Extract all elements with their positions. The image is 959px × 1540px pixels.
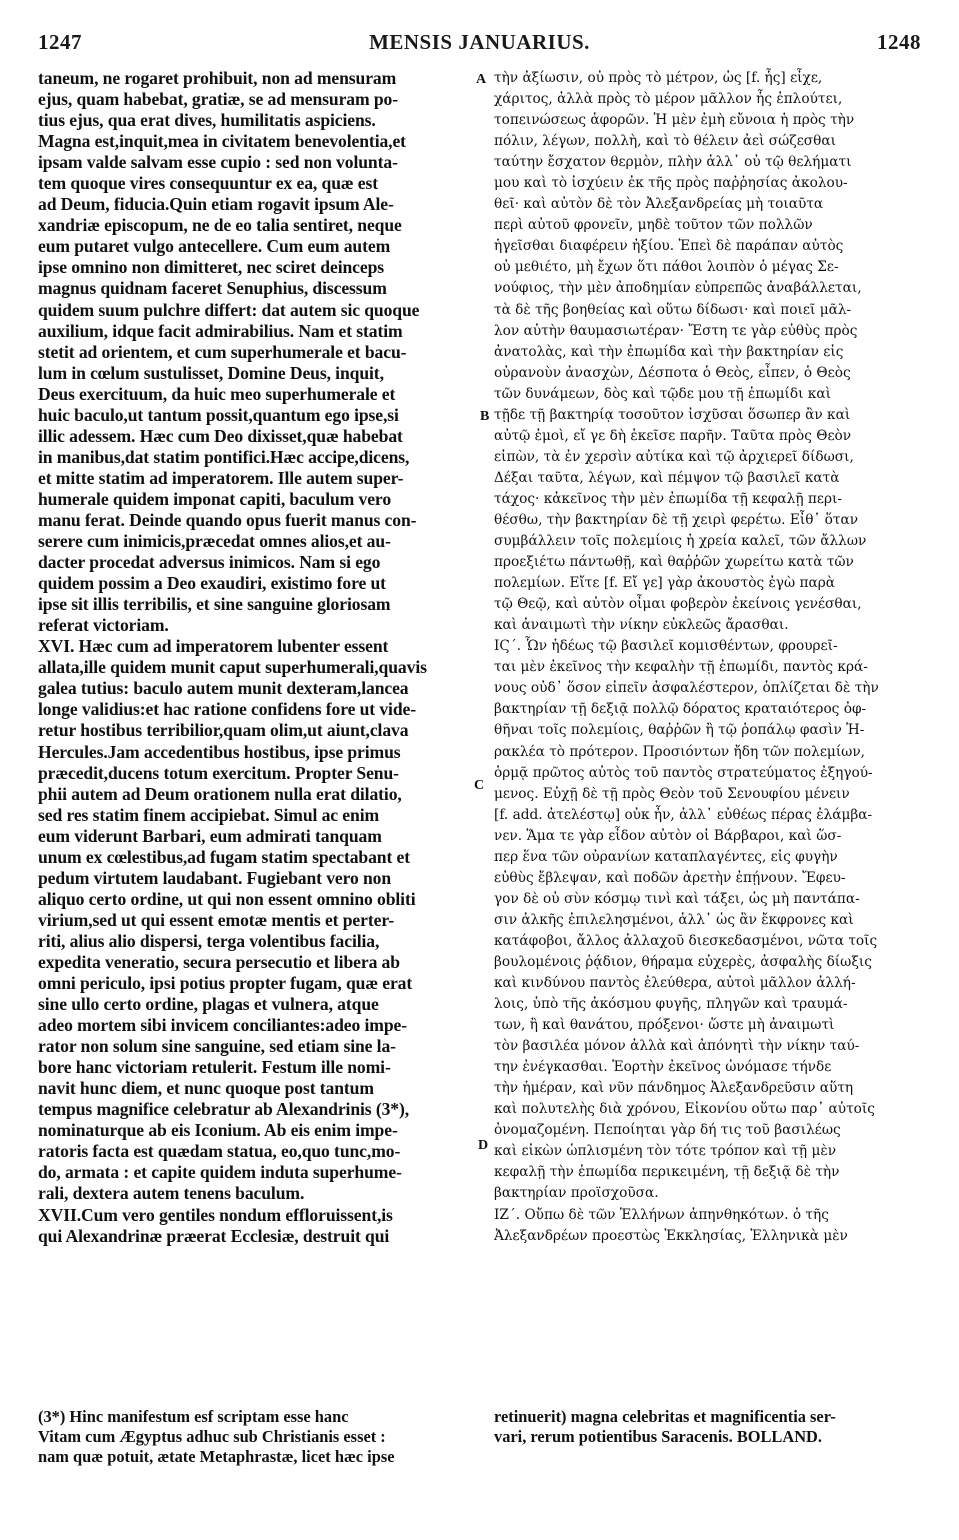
greek-text-line: συμβάλλειν τοῖς πολεμίοις ἡ χρεία καλεῖ, τῶν ἄλλων	[494, 533, 867, 550]
latin-text-line: dacter procedat adversus inimicos. Nam si ego	[38, 552, 381, 573]
latin-text-line: XVII.Cum vero gentiles nondum effloruissent,is	[38, 1204, 393, 1225]
latin-text-line: Hercules.Jam accedentibus hostibus, ipse primus	[38, 741, 401, 762]
latin-text-line: qui Alexandrinæ præerat Ecclesiæ, destruit qui	[38, 1225, 390, 1246]
latin-text-line: ipse sit illis terribilis, et sine sanguine gloriosam	[38, 594, 391, 615]
greek-text-line: νούφιος, τὴν μὲν ἀποδημίαν εὐπρεπῶς ἀναβάλλεται,	[494, 280, 862, 297]
latin-text-line: tius ejus, qua erat dives, humilitatis aspiciens.	[38, 110, 376, 131]
latin-text-line: ipse omnino non dimitteret, nec sciret deinceps	[38, 257, 385, 278]
latin-text-line: Deus exercituum, da huic meo superhumerale et	[38, 383, 396, 404]
latin-text-line: navit hunc diem, et nunc quoque post tantum	[38, 1078, 374, 1099]
greek-text-line: λοις, ὑπὸ τῆς ἀκόσμου φυγῆς, πληγῶν καὶ τραυμά-	[494, 996, 848, 1013]
greek-text-line: τὸν βασιλέα μόνον ἀλλὰ καὶ ἀπόνητὶ τὴν νίκην ταύ-	[494, 1038, 860, 1055]
greek-text-line: προεξιέτω πάντωθῇ, καὶ θαῤῥῶν χωρείτω κατὰ τῶν	[494, 554, 854, 571]
footnote-line: vari, rerum potientibus Saracenis. BOLLAND.	[494, 1427, 822, 1446]
greek-text-line: βακτηρίαν προϊσχοῦσα.	[494, 1185, 659, 1202]
latin-text-line: et mitte statim ad imperatorem. Ille autem super-	[38, 467, 404, 488]
latin-text-line: sine ullo certo ordine, plagas et vulnera, atque	[38, 994, 379, 1015]
footnote-left	[38, 1407, 478, 1467]
latin-text-line: adeo mortem sibi invicem conciliantes:adeo impe-	[38, 1015, 408, 1036]
latin-text-line: serere cum inimicis,præcedat omnes alios,et au-	[38, 531, 391, 552]
greek-text-line: ται μὲν ἐκεῖνος τὴν κεφαλὴν τῇ ἐπωμίδι, παντὸς κρά-	[494, 659, 868, 676]
latin-text-line: lum in cœlum sustulisset, Domine Deus, inquit,	[38, 362, 384, 383]
greek-text-line: τοπεινώσεως ἀφορῶν. Ἡ μὲν ἐμὴ εὔνοια ἡ πρὸς τὴν	[494, 112, 855, 129]
greek-text-line: τάχος· κἀκεῖνος τὴν μὲν ἐπωμίδα τῇ κεφαλῇ περι-	[494, 490, 843, 507]
latin-text-line: auxilium, idque facit admirabilius. Nam et statim	[38, 320, 403, 341]
greek-text-line: καὶ κινδύνου παντὸς ἐλεύθερα, αὐτοὶ μᾶλλον ἀλλή-	[494, 975, 856, 992]
greek-text-line: Δέξαι ταῦτα, λέγων, καὶ πέμψον τῷ βασιλεῖ κατὰ	[494, 469, 840, 486]
latin-text-line: expedita veneratio, secura persecutio et libera ab	[38, 951, 400, 972]
footnote-right	[494, 1407, 926, 1447]
greek-text-line: τὴν ἡμέραν, καὶ νῦν πάνδημος Ἀλεξανδρεῦσιν αὕτη	[494, 1080, 854, 1097]
greek-text-line: καὶ πολυτελὴς διὰ χρόνου, Εἰκονίου οὕτω παρ᾽ αὐτοῖς	[494, 1101, 875, 1118]
latin-text-line: magnus quidnam faceret Senuphius, discessum	[38, 278, 387, 299]
latin-text-line: riti, alius alio dispersi, terga volentibus facilia,	[38, 930, 380, 951]
latin-text-line: eum viderunt Barbari, eum admirati tanquam	[38, 825, 382, 846]
footnote-line: nam quæ potuit, ætate Metaphrastæ, licet hæc ipse	[38, 1447, 395, 1466]
margin-letter-d: D	[478, 1138, 489, 1153]
greek-text-line: την ἐνέγκασθαι. Ἑορτὴν ἐκεῖνος ὠνόμασε τήνδε	[494, 1059, 832, 1076]
latin-text-line: ipsam valde salvam esse cupio : sed non volunta-	[38, 152, 398, 173]
greek-text-line: ἡγεῖσθαι διαφέρειν ἠξίου. Ἐπεὶ δὲ παράπαν αὐτὸς	[494, 238, 844, 255]
greek-text-line: κατάφοβοι, ἄλλος ἀλλαχοῦ διεσκεδασμένοι, νῶτα τοῖς	[494, 932, 878, 949]
latin-text-line: in manibus,dat statim pontifici.Hæc accipe,dicens,	[38, 446, 410, 467]
greek-text-line: θέσθω, τὴν βακτηρίαν δὲ τῇ χειρὶ φερέτω. Εἶθ᾽ ὅταν	[494, 511, 859, 528]
latin-text-line: eum putaret vulgo antecellere. Cum eum autem	[38, 236, 391, 257]
greek-text-line: θῆναι τοῖς πολεμίοις, θαῤῥῶν ἢ τῷ ῥοπάλῳ φασὶν Ἡ-	[494, 722, 865, 739]
greek-text-line: τῷ Θεῷ, καὶ αὐτὸν οἶμαι φοβερὸν ἐκείνοις γενέσθαι,	[494, 596, 862, 613]
greek-text-line: μου καὶ τὸ ἰσχύειν ἐκ τῆς πρὸς παῤῥησίας ἀκολου-	[494, 175, 848, 192]
latin-text-line: illic adessem. Hæc cum Deo dixisset,quæ habebat	[38, 425, 403, 446]
latin-text-line: ejus, quam habebat, gratiæ, se ad mensuram po-	[38, 89, 398, 110]
greek-text-line: κεφαλῇ τὴν ἐπωμίδα περικειμένη, τῇ δεξιᾷ δὲ τὴν	[494, 1164, 840, 1181]
latin-text-line: humerale quidem imponat capiti, baculum vero	[38, 488, 392, 509]
latin-text-line: præcedit,ducens totum exercitum. Propter Senu-	[38, 762, 399, 783]
greek-text-line: τὴν ἀξίωσιν, οὐ πρὸς τὸ μέτρον, ὡς [f. ἧς] εἶχε,	[494, 70, 823, 86]
latin-text-line: quidem suum pulchre differt: dat autem sic quoque	[38, 299, 420, 320]
greek-text-line: μενος. Εὐχῇ δὲ τῇ πρὸς Θεὸν τοῦ Σενουφίου μένειν	[494, 785, 850, 802]
right-page-number: 1248	[877, 30, 921, 54]
latin-text-line: stetit ad orientem, et cum superhumerale et bacu-	[38, 341, 407, 362]
latin-text-line: tempus magnifice celebratur ab Alexandrinis (3*),	[38, 1099, 410, 1120]
greek-column	[494, 68, 926, 1247]
greek-text-line: ὀνομαζομένη. Πεποίηται γὰρ δή τις τοῦ βασιλέως	[494, 1122, 841, 1139]
latin-text-line: retur hostibus terribilior,quam olim,ut aiunt,clava	[38, 720, 409, 741]
greek-text-line: καὶ εἰκὼν ὡπλισμένη τὸν τότε τρόπον καὶ τῇ μὲν	[494, 1143, 837, 1160]
greek-text-line: τὰ δὲ τῆς βοηθείας καὶ οὕτω δίδωσι· καὶ ποιεῖ μᾶλ-	[494, 301, 852, 318]
latin-text-line: bore hanc victoriam retulerit. Festum ille nomi-	[38, 1057, 391, 1078]
latin-text-line: galea tutius: baculo autem munit dexteram,lancea	[38, 678, 409, 699]
greek-text-line: εἰπὼν, τὰ ἐν χερσὶν αὐτίκα καὶ τῷ ἀρχιερεῖ δίδωσι,	[494, 448, 854, 465]
latin-text-line: ratoris facta est quædam statua, eo,quo tunc,mo-	[38, 1141, 401, 1162]
latin-text-line: huic baculo,ut tantum possit,quantum ego ipse,si	[38, 404, 399, 425]
margin-letter-a: A	[476, 72, 487, 87]
greek-text-line: θεῖ· καὶ αὐτὸν δὲ τὸν Ἀλεξανδρείας μὴ τοιαῦτα	[494, 196, 824, 213]
footnote-line: Vitam cum Ægyptus adhuc sub Christianis esset :	[38, 1427, 386, 1446]
greek-text-line: περ ἕνα τῶν οὐρανίων καταπλαγέντες, εἰς φυγὴν	[494, 848, 838, 865]
greek-text-line: γον δὲ οὐ σὺν κόσμῳ τινὶ καὶ τάξει, ὡς μὴ παντάπα-	[494, 890, 860, 907]
running-title: MENSIS JANUARIUS.	[369, 30, 590, 54]
greek-text-line: των, ἢ καὶ θανάτου, πρόξενοι· ὥστε μὴ ἀναιμωτὶ	[494, 1017, 835, 1034]
greek-text-line: οὐρανοὺν ἀνασχὼν, Δέσποτα ὁ Θεὸς, εἶπεν, ὁ Θεὸς	[494, 364, 851, 381]
latin-text-line: do, armata : et capite quidem induta superhume-	[38, 1162, 402, 1183]
greek-text-line: καὶ ἀναιμωτὶ τὴν νίκην εὐκλεῶς ἄρασθαι.	[494, 617, 789, 634]
latin-text-line: pedum virtutem laudabant. Fugiebant vero non	[38, 867, 392, 888]
latin-text-line: Magna est,inquit,mea in civitatem benevolentia,et	[38, 131, 406, 152]
greek-text-line: ΙϚ΄. Ὧν ἡδέως τῷ βασιλεῖ κομισθέντων, φρουρεῖ-	[494, 638, 838, 655]
greek-text-line: [f. add. ἀτελέστῳ] οὐκ ἦν, ἀλλ᾽ εὐθέως πέρας ἐλάμβα-	[494, 806, 873, 823]
latin-text-line: XVI. Hæc cum ad imperatorem lubenter essent	[38, 636, 389, 657]
greek-text-line: ταύτην ἔσχατον θερμὸν, πλὴν ἀλλ᾽ οὐ τῷ θελήματι	[494, 154, 852, 171]
greek-text-line: τῇδε τῇ βακτηρίᾳ τοσοῦτον ἰσχῦσαι ὅσωπερ ἂν καὶ	[494, 406, 851, 423]
latin-text-line: nominaturque ab eis Iconium. Ab eis enim impe-	[38, 1120, 398, 1141]
latin-text-line: sed res statim finem accipiebat. Simul ac enim	[38, 804, 380, 825]
footnote-line: retinuerit) magna celebritas et magnificentia ser-	[494, 1407, 836, 1426]
latin-text-line: virium,sed ut qui essent emotæ mentis et perter-	[38, 909, 395, 930]
greek-text-line: περὶ αὐτοῦ φρονεῖν, μηδὲ τοῦτον τῶν πολλῶν	[494, 217, 813, 234]
greek-text-line: οὐ μεθιέτο, μὴ ἔχων ὅτι πάθοι λοιπὸν ὁ μέγας Σε-	[494, 259, 839, 276]
greek-text-line: νεν. Ἅμα τε γὰρ εἶδον αὐτὸν οἱ Βάρβαροι, καὶ ὥσ-	[494, 827, 842, 844]
greek-text-line: αὐτῷ ἐμοὶ, εἴ γε δὴ ἐκεῖσε παρῆν. Ταῦτα πρὸς Θεὸν	[494, 427, 852, 444]
greek-text-line: πολεμίων. Εἴτε [f. Εἴ γε] γὰρ ἀκουστὸς ἐγὼ παρὰ	[494, 575, 836, 592]
latin-text-line: referat victoriam.	[38, 615, 169, 636]
greek-text-line: χάριτος, ἀλλὰ πρὸς τὸ μέρον μᾶλλον ἧς ἐπλούτει,	[494, 91, 843, 108]
greek-text-line: λον αὐτὴν θαυμασιωτέραν· Ἔστη τε γὰρ εὐθὺς πρὸς	[494, 322, 858, 339]
latin-text-line: quidem possim a Deo exaudiri, existimo fore ut	[38, 573, 386, 594]
greek-text-line: βακτηρίαν τῇ δεξιᾷ πολλῷ δόρατος κραταιότερος ὀφ-	[494, 701, 867, 718]
greek-text-line: σιν ἀλκῆς ἐπιλελησμένοι, ἀλλ᾽ ὡς ἂν ἔκφρονες καὶ	[494, 911, 854, 928]
latin-text-line: aliquo certo ordine, ut qui non essent omnino obliti	[38, 888, 416, 909]
latin-text-line: unum ex cœlestibus,ad fugam statim spectabant et	[38, 846, 411, 867]
latin-text-line: tem quoque vires consequuntur ex ea, quæ est	[38, 173, 379, 194]
left-page-number: 1247	[38, 30, 82, 54]
greek-text-line: Ἀλεξανδρέων προεστὼς Ἐκκλησίας, Ἑλληνικὰ μὲν	[494, 1227, 848, 1244]
latin-text-line: rali, dextera autem tenens baculum.	[38, 1183, 305, 1204]
latin-text-line: rator non solum sine sanguine, sed etiam sine la-	[38, 1036, 396, 1057]
greek-text-line: τῶν δυνάμεων, δὸς καὶ τῷδε μου τῇ ἐπωμίδι καὶ	[494, 385, 831, 402]
greek-text-line: εὐθὺς ἔβλεψαν, καὶ ποδῶν ἀρετὴν ἐπῄνουν. Ἔφευ-	[494, 869, 846, 886]
latin-text-line: phii autem ad Deum orationem nulla erat dilatio,	[38, 783, 402, 804]
greek-text-line: ΙΖ΄. Οὔπω δὲ τῶν Ἑλλήνων ἀπηνθηκότων. ὁ τῆς	[494, 1206, 829, 1223]
margin-letter-c: C	[474, 778, 485, 793]
greek-text-line: ὁρμᾷ πρῶτος αὐτὸς τοῦ παντὸς στρατεύματος ἐξηγού-	[494, 764, 873, 781]
latin-text-line: xandriæ episcopum, ne de eo talia sentiret, neque	[38, 215, 402, 236]
footnote-line: (3*) Hinc manifestum esf scriptam esse hanc	[38, 1407, 349, 1426]
latin-column	[38, 68, 474, 1247]
greek-text-line: βουλομένοις ῥᾴδιον, θήραμα εὐχερὲς, ἀσφαλὴς δίωξις	[494, 953, 872, 970]
greek-text-line: νους οὐδ᾽ ὅσον εἰπεῖν ἀσφαλέστερον, ὁπλίζεται δὲ τὴν	[494, 680, 879, 697]
greek-text-line: ρακλέα τὸ πρότερον. Προσιόντων ἤδη τῶν πολεμίων,	[494, 743, 866, 760]
latin-text-line: omni periculo, ipsi potius propter fugam, quæ erat	[38, 973, 413, 994]
margin-letter-b: B	[480, 409, 490, 424]
greek-text-line: πόλιν, λέγων, πολλὴ, καὶ τὸ θέλειν ἀεὶ σώζεσθαι	[494, 133, 836, 150]
latin-text-line: taneum, ne rogaret prohibuit, non ad mensuram	[38, 68, 397, 88]
latin-text-line: ad Deum, fiducia.Quin etiam rogavit ipsum Ale-	[38, 194, 394, 215]
latin-text-line: allata,ille quidem munit caput superhumerali,quavis	[38, 657, 427, 678]
latin-text-line: manu ferat. Deinde quando opus fuerit manus con-	[38, 509, 417, 530]
greek-text-line: ἀνατολὰς, καὶ τὴν ἐπωμίδα καὶ τὴν βακτηρίαν εἰς	[494, 343, 844, 360]
latin-text-line: longe validius:et hac ratione confidens fore ut vide-	[38, 699, 417, 720]
